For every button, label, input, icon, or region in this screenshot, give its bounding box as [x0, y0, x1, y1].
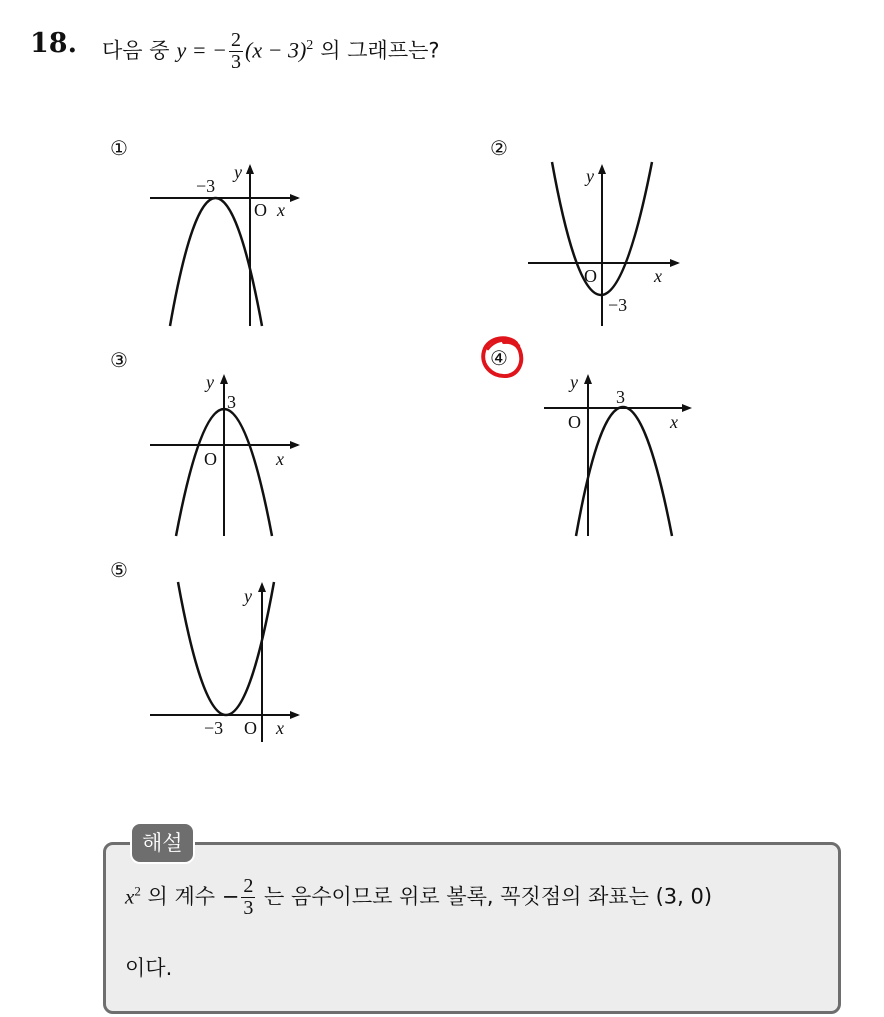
choice-2-graph: [520, 158, 690, 334]
choice-2-origin: O: [584, 266, 597, 286]
choice-1-vertex-label: −3: [196, 176, 216, 196]
explanation-fraction: [241, 876, 255, 919]
choice-2-yaxis: y: [586, 166, 594, 186]
explanation-text-a: 의 계수 −: [147, 884, 240, 909]
question-frac-den: 3: [231, 51, 242, 73]
choice-5-vertex-label: −3: [204, 718, 224, 738]
choice-4-origin: O: [568, 412, 581, 432]
explanation-exp: 2: [134, 883, 141, 899]
explanation-text-b: 는 음수이므로 위로 볼록, 꼭짓점의 좌표는 (3, 0): [264, 884, 713, 909]
explanation-box: [103, 842, 841, 1014]
choice-1-yaxis: y: [234, 162, 242, 182]
explanation-frac-num: 2: [243, 875, 254, 897]
explanation-tag: 해설: [130, 822, 195, 864]
question-lhs: y = −: [176, 37, 228, 63]
choice-5-yaxis: y: [244, 586, 252, 606]
question-number: 18.: [30, 28, 77, 59]
explanation-var: x: [125, 884, 135, 909]
choice-3-label[interactable]: ③: [110, 348, 128, 372]
explanation-line-1: [125, 876, 712, 919]
choice-4-vertex-label: 3: [616, 387, 625, 407]
choice-4-label[interactable]: ④: [490, 346, 508, 370]
choice-2-vertex-label: −3: [608, 295, 628, 315]
question-expr: (x − 3): [245, 37, 307, 63]
choice-4-xaxis: x: [670, 412, 678, 432]
choice-1-label[interactable]: ①: [110, 136, 128, 160]
question-prefix: 다음 중: [102, 38, 170, 63]
choice-2-label[interactable]: ②: [490, 136, 508, 160]
question-fraction: [229, 30, 243, 73]
choice-4-yaxis: y: [570, 372, 578, 392]
choice-5-origin: O: [244, 718, 257, 738]
explanation-line-2: 이다.: [125, 956, 173, 980]
choice-3-graph: [140, 370, 310, 544]
choice-5-graph: [140, 576, 310, 750]
choice-5-xaxis: x: [276, 718, 284, 738]
question-frac-num: 2: [231, 29, 242, 51]
choice-3-vertex-label: 3: [227, 392, 236, 412]
choice-4-graph: [540, 370, 710, 544]
choice-3-origin: O: [204, 449, 217, 469]
choice-1-xaxis: x: [277, 200, 285, 220]
choice-2-xaxis: x: [654, 266, 662, 286]
question-suffix: 의 그래프는?: [320, 38, 440, 63]
choice-1-graph: [140, 160, 310, 334]
choice-5-label[interactable]: ⑤: [110, 558, 128, 582]
explanation-frac-den: 3: [243, 897, 254, 919]
choice-3-yaxis: y: [206, 372, 214, 392]
choice-3-xaxis: x: [276, 449, 284, 469]
question-exponent: 2: [306, 38, 314, 54]
choice-1-origin: O: [254, 200, 267, 220]
question-text: [102, 30, 440, 73]
